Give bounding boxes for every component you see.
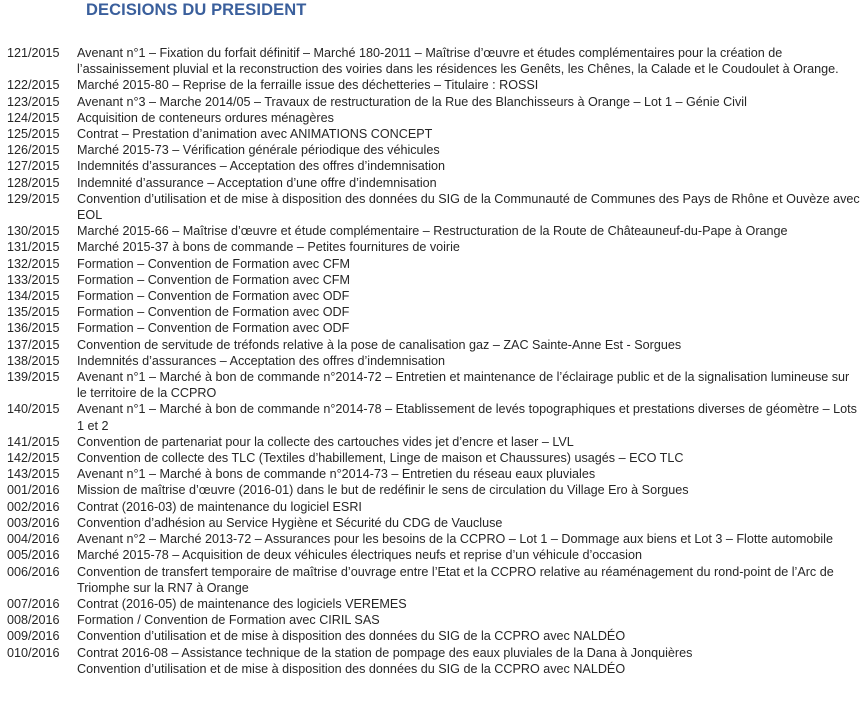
decision-number: 001/2016 [7, 483, 60, 498]
decision-text: Marché 2015-78 – Acquisition de deux véhicules électriques neufs et reprise d’un véhicule d’occasion [77, 548, 642, 563]
decision-item [7, 256, 863, 272]
decision-item [7, 564, 863, 596]
decision-number: 127/2015 [7, 159, 60, 174]
decision-text: Indemnités d’assurances – Acceptation des offres d’indemnisation [77, 159, 446, 174]
decision-number: 133/2015 [7, 272, 60, 287]
decision-number: 007/2016 [7, 596, 60, 611]
decision-text: Indemnité d’assurance – Acceptation d’une offre d’indemnisation [77, 175, 437, 190]
decision-number: 135/2015 [7, 305, 60, 320]
decision-item [7, 337, 863, 353]
decision-text: Marché 2015-73 – Vérification générale périodique des véhicules [77, 143, 440, 158]
decision-item [7, 645, 863, 661]
decision-number: 136/2015 [7, 321, 60, 336]
decision-item [7, 320, 863, 336]
decision-item [7, 158, 863, 174]
decision-number: 140/2015 [7, 402, 60, 417]
decision-text: Avenant n°1 – Marché à bon de commande n°2014-78 – Etablissement de levés topographiques et prestations diverses de géomètre – Lots 1 et 2 [77, 402, 857, 433]
decision-text: Contrat (2016-05) de maintenance des logiciels VEREMES [77, 596, 407, 611]
decision-item [7, 515, 863, 531]
decision-item [7, 77, 863, 93]
decision-number: 010/2016 [7, 645, 60, 660]
decision-number: 009/2016 [7, 629, 60, 644]
decision-text: Formation – Convention de Formation avec ODF [77, 305, 350, 320]
decision-text: Formation – Convention de Formation avec ODF [77, 289, 350, 304]
decision-text: Contrat 2016-08 – Assistance technique de la station de pompage des eaux pluviales de la Dana à Jonquières [77, 645, 693, 660]
decision-text: Marché 2015-37 à bons de commande – Petites fournitures de voirie [77, 240, 460, 255]
decision-text: Contrat – Prestation d’animation avec ANIMATIONS CONCEPT [77, 127, 433, 142]
decision-number: 002/2016 [7, 499, 60, 514]
decision-number: 134/2015 [7, 289, 60, 304]
decision-number: 143/2015 [7, 467, 60, 482]
decision-item [7, 175, 863, 191]
decision-item [7, 45, 863, 77]
decision-text: Convention de servitude de tréfonds relative à la pose de canalisation gaz – ZAC Sainte-Anne Est - Sorgues [77, 337, 682, 352]
decision-number: 123/2015 [7, 94, 60, 109]
decision-item [7, 369, 863, 401]
decision-number: 005/2016 [7, 548, 60, 563]
decision-item [7, 612, 863, 628]
decision-number: 137/2015 [7, 337, 60, 352]
decision-number: 142/2015 [7, 451, 60, 466]
decision-text: Avenant n°1 – Marché à bon de commande n°2014-72 – Entretien et maintenance de l’éclairage public et de la signalisation lumineuse sur le territoire de la CCPRO [77, 370, 850, 401]
decision-text: Mission de maîtrise d’œuvre (2016-01) dans le but de redéfinir le sens de circulation du Village Ero à Sorgues [77, 483, 689, 498]
decision-number: 126/2015 [7, 143, 60, 158]
decision-text: Convention d’utilisation et de mise à disposition des données du SIG de la CCPRO avec NALDÉO [77, 629, 626, 644]
decision-item [7, 434, 863, 450]
decision-text: Convention d’adhésion au Service Hygiène et Sécurité du CDG de Vaucluse [77, 515, 503, 530]
decision-text: Indemnités d’assurances – Acceptation des offres d’indemnisation [77, 353, 446, 368]
decision-number: 131/2015 [7, 240, 60, 255]
decision-number: 130/2015 [7, 224, 60, 239]
decision-text: Marché 2015-66 – Maîtrise d’œuvre et étude complémentaire – Restructuration de la Route de Châteauneuf-du-Pape à Orange [77, 224, 788, 239]
decision-item [7, 223, 863, 239]
decision-text: Formation / Convention de Formation avec CIRIL SAS [77, 613, 380, 628]
decision-item [7, 450, 863, 466]
decision-item [7, 239, 863, 255]
decision-text: Formation – Convention de Formation avec CFM [77, 256, 350, 271]
decision-item [7, 288, 863, 304]
decision-number: 122/2015 [7, 78, 60, 93]
decision-item [7, 661, 863, 677]
decision-text: Convention de partenariat pour la collecte des cartouches vides jet d’encre et laser – LVL [77, 434, 574, 449]
decision-item [7, 304, 863, 320]
decision-number: 004/2016 [7, 532, 60, 547]
decision-item [7, 466, 863, 482]
decision-number: 129/2015 [7, 191, 60, 206]
decision-number: 003/2016 [7, 515, 60, 530]
decision-number: 008/2016 [7, 613, 60, 628]
decision-item [7, 191, 863, 223]
decision-text: Convention de transfert temporaire de maîtrise d’ouvrage entre l’Etat et la CCPRO relative au réaménagement du rond-point de l’Arc de Triomphe sur la RN7 à Orange [77, 564, 834, 595]
decision-text: Convention d’utilisation et de mise à disposition des données du SIG de la Communauté de Communes des Pays de Rhône et Ouvèze avec EOL [77, 191, 860, 223]
decision-item [7, 353, 863, 369]
decision-item [7, 596, 863, 612]
decision-list [7, 45, 863, 677]
decision-item [7, 547, 863, 563]
decision-text: Marché 2015-80 – Reprise de la ferraille issue des déchetteries – Titulaire : ROSSI [77, 78, 539, 93]
decision-item [7, 94, 863, 110]
decision-item [7, 272, 863, 288]
decision-text: Avenant n°3 – Marche 2014/05 – Travaux de restructuration de la Rue des Blanchisseurs à Orange – Lot 1 – Génie Civil [77, 94, 747, 109]
decision-item [7, 628, 863, 644]
decision-number: 006/2016 [7, 564, 60, 579]
decision-text: Avenant n°2 – Marché 2013-72 – Assurances pour les besoins de la CCPRO – Lot 1 – Dommage aux biens et Lot 3 – Flotte automobile [77, 532, 833, 547]
decision-text: Contrat (2016-03) de maintenance du logiciel ESRI [77, 499, 362, 514]
decision-number: 124/2015 [7, 110, 60, 125]
decision-item [7, 126, 863, 142]
decision-text: Convention d’utilisation et de mise à disposition des données du SIG de la CCPRO avec NALDÉO [77, 661, 626, 676]
decision-item [7, 142, 863, 158]
decision-text: Convention de collecte des TLC (Textiles d’habillement, Linge de maison et Chaussures) usagés – ECO TLC [77, 451, 684, 466]
decision-number: 132/2015 [7, 256, 60, 271]
decision-number: 139/2015 [7, 370, 60, 385]
decision-text: Avenant n°1 – Marché à bons de commande n°2014-73 – Entretien du réseau eaux pluviales [77, 467, 596, 482]
decision-number: 138/2015 [7, 353, 60, 368]
decision-item [7, 499, 863, 515]
decision-number: 121/2015 [7, 46, 60, 60]
decision-item [7, 531, 863, 547]
decision-text: Acquisition de conteneurs ordures ménagères [77, 110, 334, 125]
decision-number: 128/2015 [7, 175, 60, 190]
decision-number [7, 661, 77, 677]
decision-text: Formation – Convention de Formation avec CFM [77, 272, 350, 287]
decision-text: Avenant n°1 – Fixation du forfait définitif – Marché 180-2011 – Maîtrise d’œuvre et études complémentaires pour la création de l’assainissement pluvial et la reconstruction des voiries dans les résidences les Genêts, les Chênes, la Calade et le Coudoulet à Orange. [77, 46, 839, 77]
decision-text: Formation – Convention de Formation avec ODF [77, 321, 350, 336]
decision-item [7, 482, 863, 498]
decision-item [7, 110, 863, 126]
decision-item [7, 401, 863, 433]
decision-number: 141/2015 [7, 434, 60, 449]
page-title: DECISIONS DU PRESIDENT [86, 1, 307, 19]
decision-number: 125/2015 [7, 127, 60, 142]
